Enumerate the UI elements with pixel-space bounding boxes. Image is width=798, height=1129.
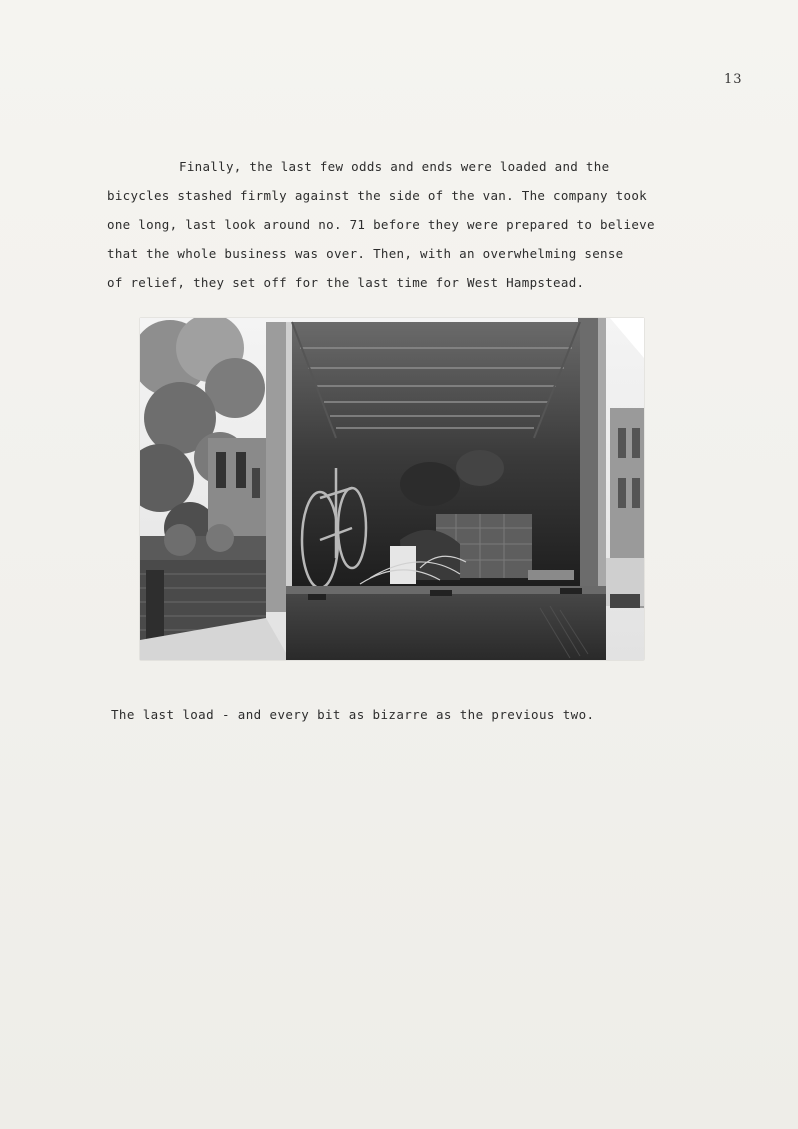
photo-illustration <box>140 318 644 660</box>
paragraph-line: that the whole business was over. Then, with an overwhelming sense <box>107 246 624 261</box>
paragraph-line: bicycles stashed firmly against the side of the van. The company took <box>107 188 647 203</box>
page-number: 13 <box>724 72 743 87</box>
van-photograph <box>140 318 644 660</box>
paragraph-line: one long, last look around no. 71 before they were prepared to believe <box>107 217 655 232</box>
paragraph-line: of relief, they set off for the last time for West Hampstead. <box>107 275 585 290</box>
photo-caption: The last load - and every bit as bizarre as the previous two. <box>111 707 595 722</box>
paragraph-line: Finally, the last few odds and ends were loaded and the <box>179 159 610 174</box>
body-paragraph <box>107 152 707 297</box>
